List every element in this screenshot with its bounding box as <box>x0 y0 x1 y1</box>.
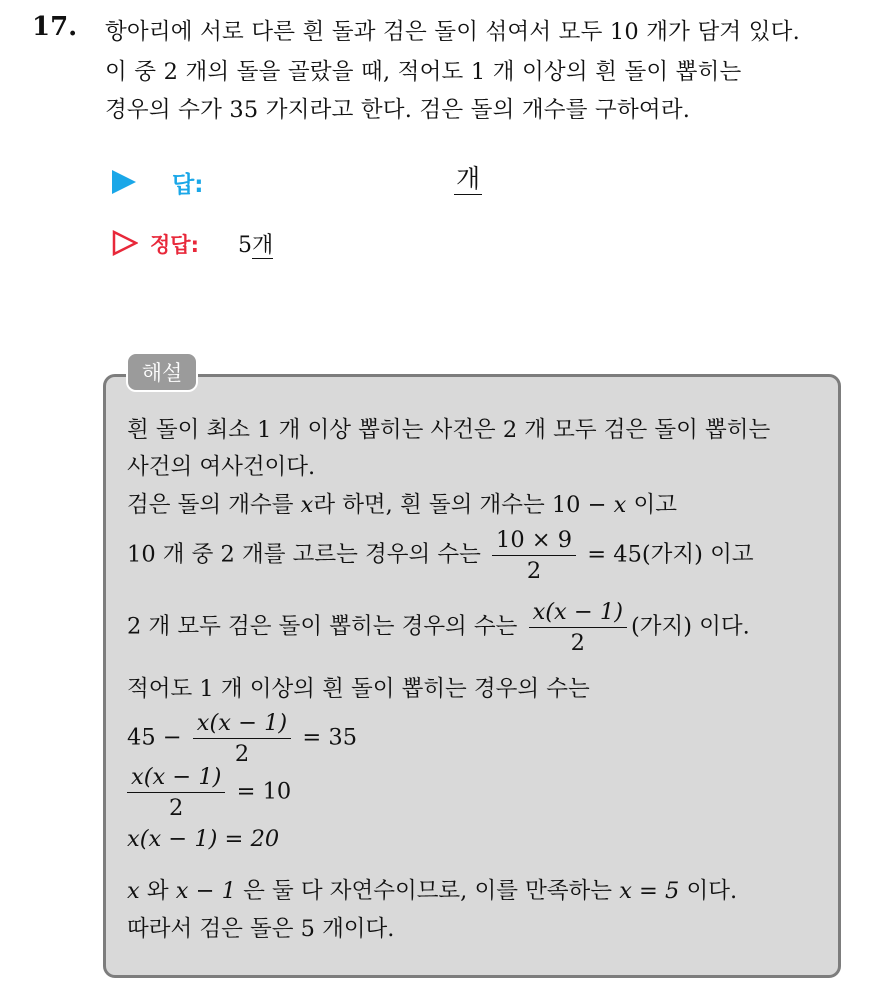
correct-answer-label: 정답: <box>150 233 199 257</box>
solution-line-7: x 와 x − 1 은 둘 다 자연수이므로, 이를 만족하는 x = 5 이다. <box>127 878 738 904</box>
equation-3: x(x − 1) = 20 <box>127 826 280 852</box>
solution-line-5: 2 개 모두 검은 돌이 뽑히는 경우의 수는 $\frac{x(x - 1)}{2}$ (가지) 이다. <box>127 599 750 656</box>
solution-tag: 해설 <box>126 352 198 392</box>
solution-line-4: 10 개 중 2 개를 고르는 경우의 수는 $\frac{10 \times 9}{2}$ = 45(가지) 이고 <box>127 527 754 584</box>
solution-line-1: 흰 돌이 최소 1 개 이상 뽑히는 사건은 2 개 모두 검은 돌이 뽑히는 <box>127 417 771 443</box>
correct-answer-value: 5개 <box>238 233 274 258</box>
answer-label: 답: <box>172 172 204 198</box>
question-number: 17. <box>32 12 78 42</box>
equation-2: $\frac{x(x - 1)}{2}$ = 10 <box>127 762 291 823</box>
fraction: $\frac{x(x - 1)}{2}$ <box>127 762 225 823</box>
fraction: $\frac{10 \times 9}{2}$ <box>492 525 576 586</box>
solution-line-2: 사건의 여사건이다. <box>127 454 316 480</box>
correct-answer-row <box>112 226 412 262</box>
equation-1: 45 − $\frac{x(x - 1)}{2}$ = 35 <box>127 710 358 767</box>
fraction: $\frac{x(x - 1)}{2}$ <box>529 597 627 658</box>
answer-input-unit[interactable]: 개 <box>456 164 481 193</box>
solution-line-3: 검은 돌의 개수를 x라 하면, 흰 돌의 개수는 10 − x 이고 <box>127 492 677 518</box>
answer-row <box>112 164 512 200</box>
fraction: $\frac{x(x - 1)}{2}$ <box>193 708 291 769</box>
question-line-1: 항아리에 서로 다른 흰 돌과 검은 돌이 섞여서 모두 10 개가 담겨 있다. <box>105 19 800 45</box>
solution-line-6: 적어도 1 개 이상의 흰 돌이 뽑히는 경우의 수는 <box>127 676 590 702</box>
solution-line-8: 따라서 검은 돌은 5 개이다. <box>127 916 395 942</box>
question-line-2: 이 중 2 개의 돌을 골랐을 때, 적어도 1 개 이상의 흰 돌이 뽑히는 <box>105 59 742 85</box>
outline-triangle-icon <box>112 230 138 256</box>
play-triangle-icon <box>112 170 136 194</box>
question-line-3: 경우의 수가 35 가지라고 한다. 검은 돌의 개수를 구하여라. <box>105 97 691 123</box>
